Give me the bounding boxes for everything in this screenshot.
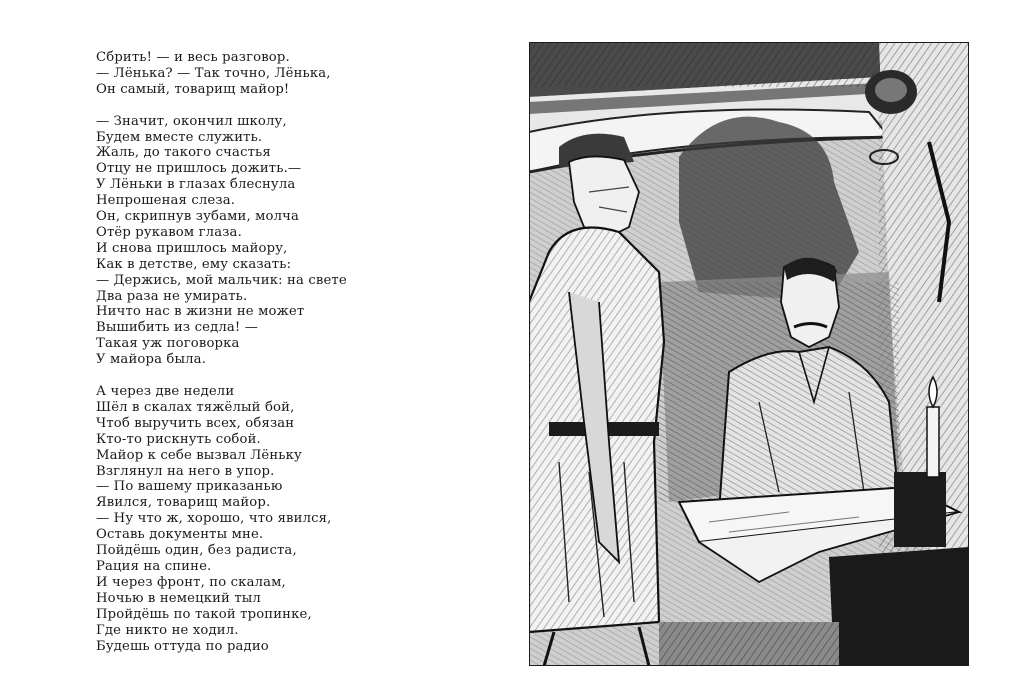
- poem-line: — Ну что ж, хорошо, что явился,: [96, 511, 332, 527]
- crate: [829, 547, 969, 666]
- poem-line: Явился, товарищ майор.: [96, 495, 271, 511]
- poem-line: Будешь оттуда по радио: [96, 638, 269, 654]
- poem-line: И снова пришлось майору,: [96, 240, 288, 256]
- poem-line: Отёр рукавом глаза.: [96, 224, 242, 240]
- poem-line: — Лёнька? — Так точно, Лёнька,: [96, 65, 331, 81]
- stanza-1: [96, 50, 416, 98]
- stanza-3: [96, 384, 416, 654]
- poem-line: Вышибить из седла! —: [96, 320, 259, 336]
- poem-line: Как в детстве, ему сказать:: [96, 256, 292, 272]
- poem-line: Пойдёшь один, без радиста,: [96, 543, 297, 559]
- poem-line: Сбрить! — и весь разговор.: [96, 50, 290, 65]
- poem-line: Отцу не пришлось дожить.—: [96, 161, 302, 177]
- poem-line: Ничто нас в жизни не может: [96, 304, 305, 320]
- poem-line: И через фронт, по скалам,: [96, 574, 286, 590]
- poem-text: [96, 50, 416, 654]
- poem-line: Жаль, до такого счастья: [96, 145, 271, 161]
- poem-line: Пройдёшь по такой тропинке,: [96, 606, 312, 622]
- poem-line: Шёл в скалах тяжёлый бой,: [96, 399, 295, 415]
- poem-line: А через две недели: [96, 384, 235, 399]
- poem-line: Будем вместе служить.: [96, 129, 263, 145]
- poem-line: Два раза не умирать.: [96, 288, 248, 304]
- poem-line: Взглянул на него в упор.: [96, 463, 275, 479]
- poem-line: Такая уж поговорка: [96, 336, 240, 352]
- poem-line: Где никто не ходил.: [96, 622, 239, 638]
- poem-line: — Значит, окончил школу,: [96, 113, 287, 129]
- poem-line: Непрошеная слеза.: [96, 193, 236, 209]
- illustration-soldier-and-major: [529, 42, 969, 666]
- poem-line: У майора была.: [96, 352, 207, 368]
- poem-line: Оставь документы мне.: [96, 527, 264, 543]
- poem-line: — По вашему приказанью: [96, 479, 283, 495]
- poem-line: Он, скрипнув зубами, молча: [96, 209, 300, 225]
- illustration-drawing: [529, 42, 969, 666]
- poem-line: Кто-то рискнуть собой.: [96, 431, 261, 447]
- poem-line: — Держись, мой мальчик: на свете: [96, 272, 347, 288]
- poem-line: У Лёньки в глазах блеснула: [96, 177, 296, 193]
- poem-line: Рация на спине.: [96, 558, 212, 574]
- poem-line: Ночью в немецкий тыл: [96, 590, 261, 606]
- stanza-2: [96, 114, 416, 369]
- poem-line: Майор к себе вызвал Лёньку: [96, 447, 302, 463]
- poem-line: Чтоб выручить всех, обязан: [96, 415, 295, 431]
- poem-line: Он самый, товарищ майор!: [96, 81, 290, 97]
